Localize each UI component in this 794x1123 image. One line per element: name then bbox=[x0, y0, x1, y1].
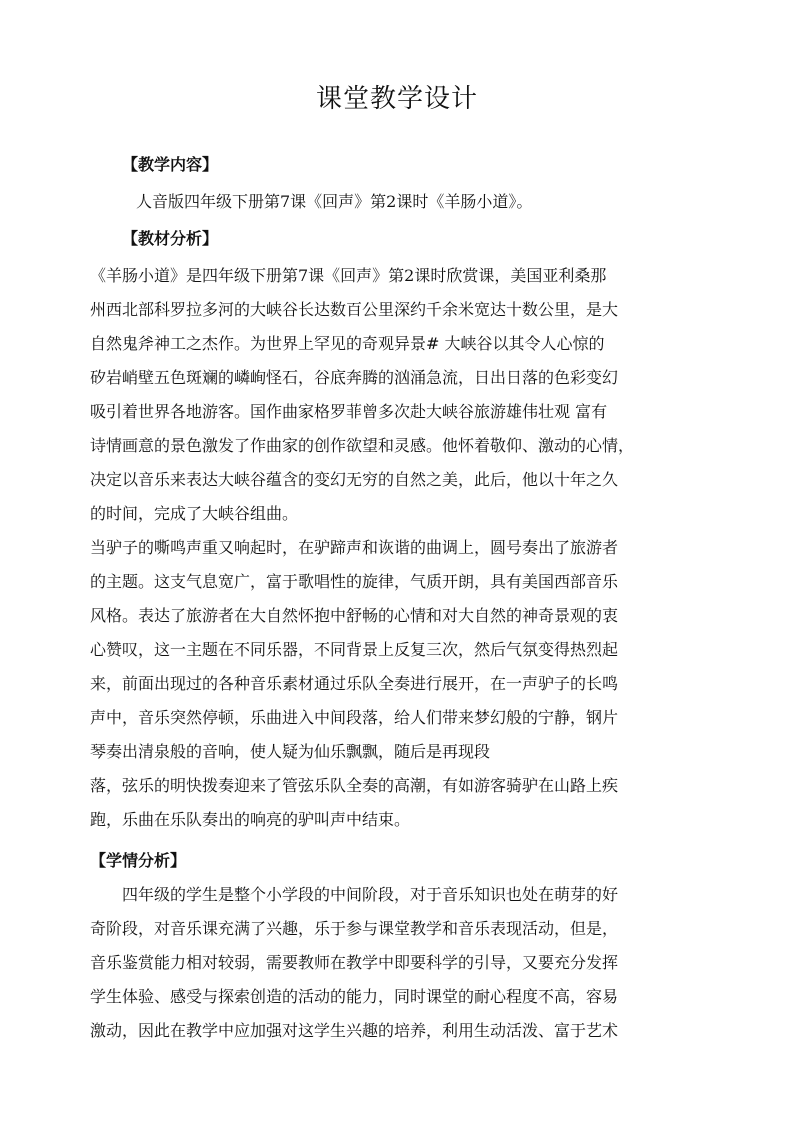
text-line: 州西北部科罗拉多河的大峡谷长达数百公里深约千余米宽达十数公里，是大 bbox=[90, 300, 619, 319]
text-line: 当驴子的嘶鸣声重又响起时，在驴蹄声和诙谐的曲调上，圆号奏出了旅游者 bbox=[90, 538, 619, 557]
text-line: 激动，因此在教学中应加强对这学生兴趣的培养，利用生动活泼、富于艺术 bbox=[90, 1021, 619, 1040]
text-line: 学生体验、感受与探索创造的活动的能力，同时课堂的耐心程度不高，容易 bbox=[90, 987, 619, 1006]
text-line: 诗情画意的景色激发了作曲家的创作欲望和灵感。他怀着敬仰、激动的心情， bbox=[90, 436, 635, 455]
text-line: 落，弦乐的明快拨奏迎来了管弦乐队全奏的高潮，有如游客骑驴在山路上疾 bbox=[90, 776, 619, 795]
student-analysis-paragraph bbox=[90, 878, 708, 1048]
material-paragraph-2 bbox=[90, 531, 708, 837]
text-line: 奇阶段，对音乐课充满了兴趣，乐于参与课堂教学和音乐表现活动，但是， bbox=[90, 919, 619, 938]
text-line: 琴奏出清泉般的音响，使人疑为仙乐飘飘，随后是再现段 bbox=[90, 742, 491, 761]
text-line: 声中，音乐突然停顿，乐曲进入中间段落，给人们带来梦幻般的宁静，钢片 bbox=[90, 708, 619, 727]
page-title: 课堂教学设计 bbox=[315, 84, 478, 114]
text-line: 心赞叹，这一主题在不同乐器，不同背景上反复三次，然后气氛变得热烈起 bbox=[90, 640, 619, 659]
text-line: 四年级的学生是整个小学段的中间阶段，对于音乐知识也处在萌芽的好 bbox=[122, 885, 619, 904]
text-line: 吸引着世界各地游客。国作曲家格罗菲曾多次赴大峡谷旅游雄伟壮观 富有 bbox=[90, 402, 608, 421]
text-line: 自然鬼斧神工之杰作。为世界上罕见的奇观异景# 大峡谷以其令人心惊的 bbox=[90, 334, 605, 353]
heading-teaching-content: 【教学内容】 bbox=[122, 155, 219, 174]
text-line: 《羊肠小道》是四年级下册第7课《回声》第2课时欣赏课，美国亚利桑那 bbox=[90, 266, 607, 285]
text-line: 的主题。这支气息宽广，富于歌唱性的旋律，气质开朗，具有美国西部音乐 bbox=[90, 572, 619, 591]
heading-material-analysis: 【教材分析】 bbox=[122, 229, 219, 248]
text-line: 来，前面出现过的各种音乐素材通过乐队全奏进行展开，在一声驴子的长鸣 bbox=[90, 674, 619, 693]
text-line: 音乐鉴赏能力相对较弱，需要教师在教学中即要科学的引导，又要充分发挥 bbox=[90, 953, 619, 972]
text-line: 矽岩峭壁五色斑斓的嶙峋怪石，谷底奔腾的汹涌急流，日出日落的色彩变幻 bbox=[90, 368, 619, 387]
text-line: 的时间，完成了大峡谷组曲。 bbox=[90, 504, 299, 523]
text-line: 风格。表达了旅游者在大自然怀抱中舒畅的心情和对大自然的神奇景观的衷 bbox=[90, 606, 619, 625]
teaching-content-text bbox=[136, 185, 696, 219]
heading-student-analysis: 【学情分析】 bbox=[90, 851, 187, 870]
text-line: 人音版四年级下册第7课《回声》第2课时《羊肠小道》。 bbox=[136, 192, 533, 211]
material-paragraph-1 bbox=[90, 259, 708, 531]
text-line: 决定以音乐来表达大峡谷蕴含的变幻无穷的自然之美，此后，他以十年之久 bbox=[90, 470, 619, 489]
text-line: 跑，乐曲在乐队奏出的响亮的驴叫声中结束。 bbox=[90, 810, 411, 829]
